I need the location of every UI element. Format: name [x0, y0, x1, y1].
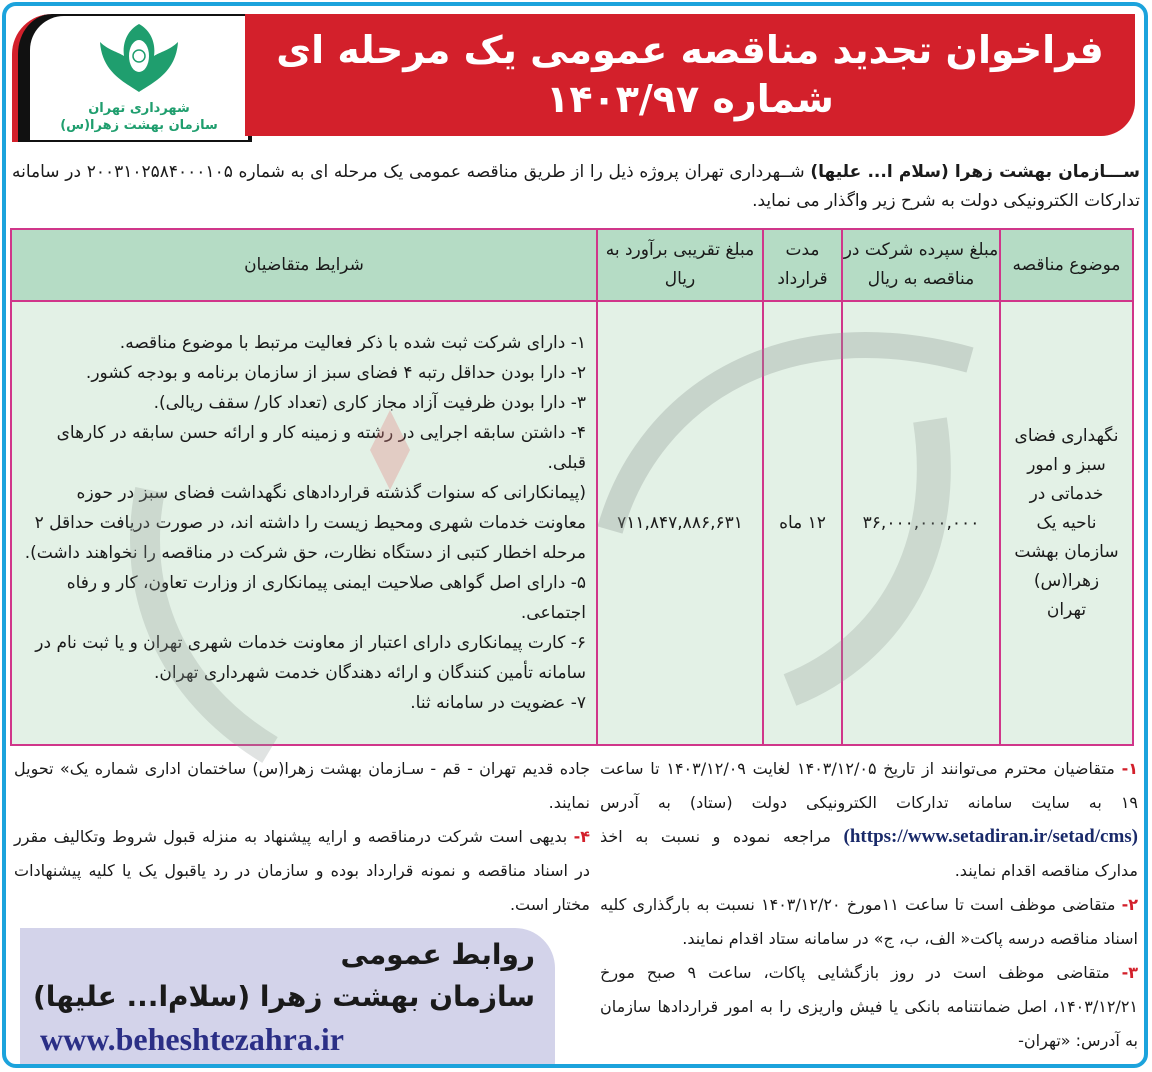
- tulip-emblem-icon: [94, 22, 184, 96]
- note-3: [600, 956, 1138, 1058]
- tender-table: [10, 228, 1134, 746]
- condition-item: ۵- دارای اصل گواهی صلاحیت ایمنی پیمانکاری از وزارت تعاون، کار و رفاه اجتماعی.: [66, 573, 586, 623]
- pr-title: روابط عمومی: [340, 938, 535, 971]
- cell-conditions: [11, 301, 597, 745]
- public-relations-box: [20, 928, 555, 1064]
- note-1: [600, 752, 1138, 888]
- header-estimate: مبلغ تقریبی برآورد به ریال: [597, 229, 763, 301]
- logo: [30, 16, 248, 140]
- note-4: [14, 820, 590, 922]
- pr-org: سازمان بهشت زهرا (سلام‌ا... علیها): [33, 980, 535, 1013]
- website-link[interactable]: www.beheshtezahra.ir: [40, 1021, 344, 1057]
- cell-subject: نگهداری فضای سبز و امور خدماتی در ناحیه یک سازمان بهشت زهرا(س) تهران: [1000, 301, 1133, 745]
- header-duration: مدت قرارداد: [763, 229, 842, 301]
- note-text: متقاضی موظف است در روز بازگشایی پاکات، ساعت ۹ صبح مورخ ۱۴۰۳/۱۲/۲۱، اصل ضمانتنامه بانکی یا فیش واریزی را به امور قراردادها سازمان به آدرس: «تهران-: [600, 963, 1138, 1050]
- condition-item: ۷- عضویت در سامانه ثنا.: [410, 693, 586, 713]
- condition-item: ۲- دارا بودن حداقل رتبه ۴ فضای سبز از سازمان برنامه و بودجه کشور.: [85, 363, 586, 383]
- logo-line1: شهرداری تهران: [88, 101, 190, 116]
- logo-line2: سازمان بهشت زهرا(س): [60, 118, 218, 133]
- condition-item: ۶- کارت پیمانکاری دارای اعتبار از معاونت خدمات شهری تهران و یا ثبت نام در سامانه تأمین کنندگان و ارائه دهندگان خدمت شهرداری تهران.: [35, 633, 586, 683]
- note-number: ۳-: [1121, 963, 1138, 982]
- intro-paragraph: [12, 158, 1140, 216]
- setad-link[interactable]: (https://www.setadiran.ir/setad/cms): [843, 826, 1138, 847]
- intro-text: شــهرداری تهران پروژه ذیل را از طریق مناقصه عمومی یک مرحله ای به شماره ۲۰۰۳۱۰۲۵۸۴۰۰۰۱۰۵ در سامانه تدارکات الکترونیکی دولت به شرح زیر واگذار می نماید.: [12, 162, 1140, 211]
- note-number: ۴-: [573, 827, 590, 846]
- header-subject: موضوع مناقصه: [1000, 229, 1133, 301]
- note-text: متقاضیان محترم می‌توانند از تاریخ ۱۴۰۳/۱۲/۰۵ لغایت ۱۴۰۳/۱۲/۰۹ تا ساعت ۱۹ به سایت سامانه تدارکات الکترونیکی دولت (ستاد) به آدرس: [600, 759, 1138, 812]
- note-text: بدیهی است شرکت درمناقصه و ارایه پیشنهاد به منزله قبول شروط وتکالیف مقرر در اسناد مناقصه و نمونه قرارداد بوده و سازمان در رد یاقبول یک یا کلیه پیشنهادات مختار است.: [14, 827, 590, 914]
- notes-left-column: [14, 752, 590, 922]
- intro-org: ســـازمان بهشت زهرا (سلام ا... علیها): [810, 162, 1140, 182]
- notes-right-column: [600, 752, 1138, 1058]
- condition-item: ۳- دارا بودن ظرفیت آزاد مجاز کاری (تعداد کار/ سقف ریالی).: [153, 393, 586, 413]
- note-text: مراجعه نموده و نسبت به اخذ مدارک مناقصه اقدام نمایند.: [600, 827, 1138, 880]
- condition-item: (پیمانکارانی که سنوات گذشته قراردادهای نگهداشت فضای سبز در حوزه معاونت خدمات شهری ومحیط زیست را داشته اند، در صورت دریافت حداقل ۲ مرحله اخطار کتبی از دستگاه نظارت، حق شرکت در مناقصه را نخواهند داشت).: [24, 483, 586, 563]
- note-number: ۲-: [1121, 895, 1138, 914]
- condition-item: ۱- دارای شرکت ثبت شده با ذکر فعالیت مرتبط با موضوع مناقصه.: [119, 333, 586, 353]
- condition-item: ۴- داشتن سابقه اجرایی در رشته و زمینه کار و ارائه حسن سابقه در کارهای قبلی.: [56, 423, 586, 473]
- table-header-row: [11, 229, 1133, 301]
- cell-duration: ۱۲ ماه: [763, 301, 842, 745]
- note-3-continued: جاده قدیم تهران - قم - سـازمان بهشت زهرا(س) ساختمان اداری شماره یک» تحویل نمایند.: [14, 759, 590, 812]
- note-2: [600, 888, 1138, 956]
- page-title: فراخوان تجدید مناقصه عمومی یک مرحله ای: [276, 28, 1104, 72]
- cell-deposit: ۳۶,۰۰۰,۰۰۰,۰۰۰: [842, 301, 1000, 745]
- note-text: متقاضی موظف است تا ساعت ۱۱مورخ ۱۴۰۳/۱۲/۲۰ نسبت به بارگذاری کلیه اسناد مناقصه درسه پاکت« الف، ب، ج» در سامانه ستاد اقدام نمایند.: [600, 895, 1138, 948]
- title-banner: [245, 14, 1135, 136]
- header-conditions: شرایط متقاضیان: [11, 229, 597, 301]
- cell-estimate: ۷۱۱,۸۴۷,۸۸۶,۶۳۱: [597, 301, 763, 745]
- note-number: ۱-: [1121, 759, 1139, 778]
- tender-number: شماره ۱۴۰۳/۹۷: [546, 77, 834, 121]
- header-deposit: مبلغ سپرده شرکت در مناقصه به ریال: [842, 229, 1000, 301]
- table-row: [11, 301, 1133, 745]
